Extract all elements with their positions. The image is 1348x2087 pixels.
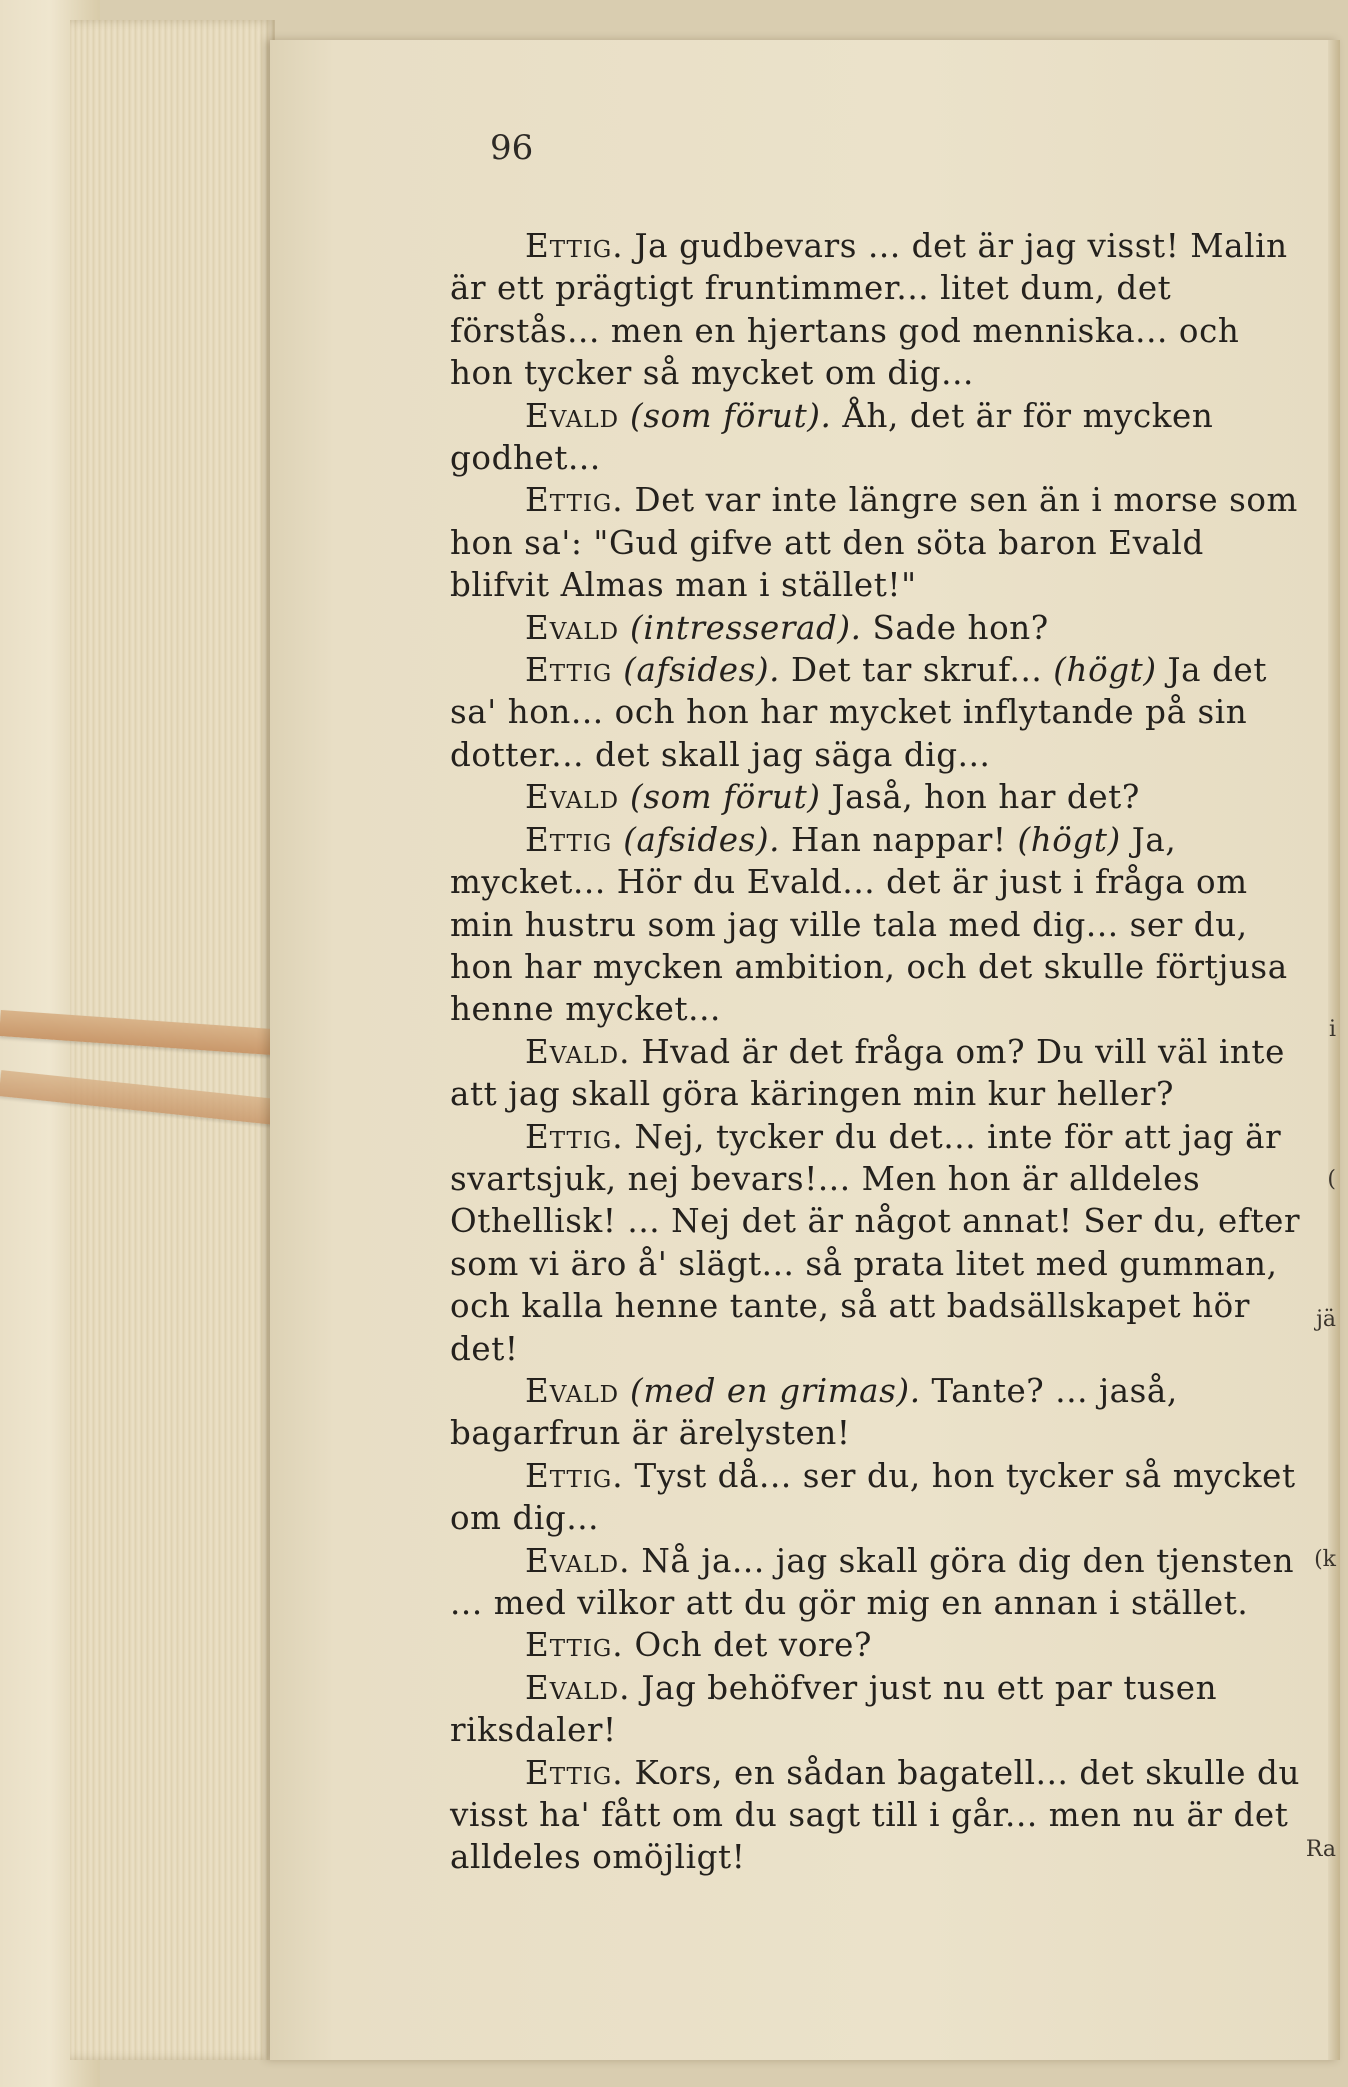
speaker-name: Ettig. — [525, 1626, 624, 1665]
dialogue-text: Jaså, hon har det? — [820, 778, 1140, 817]
stage-direction: (med en grimas). — [619, 1371, 921, 1410]
speaker-name: Ettig — [525, 651, 613, 690]
dialogue-paragraph — [450, 1116, 1305, 1370]
dialogue-paragraph — [450, 1370, 1305, 1455]
speaker-name: Ettig. — [525, 481, 624, 520]
margin-mark: jä — [1316, 1307, 1336, 1332]
play-text — [450, 225, 1305, 1879]
speaker-name: Ettig. — [525, 1456, 624, 1495]
dialogue-paragraph — [450, 1031, 1305, 1116]
stage-direction: (högt) — [1017, 820, 1121, 859]
margin-mark: (k — [1314, 1547, 1336, 1572]
dialogue-paragraph — [450, 819, 1305, 1031]
speaker-name: Evald — [525, 396, 620, 435]
dialogue-text: Tyst då... ser du, hon tycker så mycket om dig... — [450, 1456, 1296, 1538]
stage-direction: (afsides). — [612, 651, 781, 690]
dialogue-text: Ja det sa' hon... och hon har mycket inflytande på sin dotter... det skall jag säga dig... — [450, 651, 1267, 774]
dialogue-text: Kors, en sådan bagatell... det skulle du visst ha' fått om du sagt till i går... men nu är det alldeles omöjligt! — [450, 1753, 1300, 1877]
margin-mark: i — [1328, 1017, 1336, 1042]
dialogue-paragraph — [450, 607, 1305, 649]
dialogue-text: Nej, tycker du det... inte för att jag är svartsjuk, nej bevars!... Men hon är alldeles Othellisk! ... Nej det är något annat! Ser du, efter som vi äro å' slägt... så prata litet med gumman, och kalla henne tante, så att badsällskapet hör det! — [450, 1117, 1301, 1368]
speaker-name: Evald — [525, 608, 620, 647]
dialogue-text: Ja gudbevars ... det är jag visst! Malin är ett prägtigt fruntimmer... litet dum, det förstås... men en hjertans god menniska... och hon tycker så mycket om dig... — [450, 227, 1288, 393]
dialogue-paragraph — [450, 1752, 1305, 1879]
speaker-name: Evald — [525, 1371, 620, 1410]
stage-direction: (som förut) — [619, 778, 821, 817]
dialogue-text: Det tar skruf... — [780, 651, 1054, 690]
stage-direction: (som förut). — [619, 396, 832, 435]
dialogue-paragraph — [450, 1624, 1305, 1666]
dialogue-text: Tante? ... jaså, bagarfrun är ärelysten! — [450, 1371, 1178, 1453]
dialogue-text: Ja, mycket... Hör du Evald... det är just i fråga om min hustru som jag ville tala med dig... ser du, hon har mycken ambition, och det skulle förtjusa henne mycket... — [450, 820, 1288, 1029]
margin-mark: Ra — [1305, 1837, 1336, 1862]
speaker-name: Ettig — [525, 820, 613, 859]
page-number: 96 — [490, 128, 534, 168]
dialogue-paragraph — [450, 225, 1305, 395]
margin-mark: ( — [1327, 1167, 1336, 1192]
dialogue-paragraph — [450, 479, 1305, 606]
speaker-name: Evald. — [525, 1668, 631, 1707]
stage-direction: (afsides). — [612, 820, 781, 859]
dialogue-text: Och det vore? — [623, 1626, 873, 1665]
stage-direction: (intresserad). — [619, 608, 862, 647]
dialogue-text: Åh, det är för mycken godhet... — [450, 396, 1214, 478]
dialogue-text: Sade hon? — [861, 608, 1049, 647]
dialogue-paragraph — [450, 1540, 1305, 1625]
speaker-name: Ettig. — [525, 1117, 624, 1156]
dialogue-text: Han nappar! — [780, 820, 1018, 859]
speaker-name: Evald. — [525, 1541, 631, 1580]
dialogue-paragraph — [450, 1667, 1305, 1752]
speaker-name: Ettig. — [525, 227, 624, 265]
dialogue-paragraph — [450, 1455, 1305, 1540]
dialogue-text: Det var inte längre sen än i morse som hon sa': "Gud gifve att den söta baron Evald blifvit Almas man i stället!" — [450, 481, 1298, 605]
speaker-name: Evald — [525, 778, 620, 817]
speaker-name: Ettig. — [525, 1753, 624, 1792]
dialogue-text: Jag behöfver just nu ett par tusen riksdaler! — [450, 1668, 1218, 1750]
book-page — [270, 40, 1340, 2060]
page-right-edge — [1328, 40, 1340, 2060]
dialogue-text: Nå ja... jag skall göra dig den tjensten ... med vilkor att du gör mig en annan i stället. — [450, 1541, 1295, 1622]
dialogue-paragraph — [450, 649, 1305, 776]
stage-direction: (högt) — [1053, 651, 1157, 690]
dialogue-paragraph — [450, 395, 1305, 480]
dialogue-paragraph — [450, 776, 1305, 818]
dialogue-text: Hvad är det fråga om? Du vill väl inte att jag skall göra käringen min kur heller? — [450, 1032, 1285, 1114]
speaker-name: Evald. — [525, 1032, 631, 1071]
